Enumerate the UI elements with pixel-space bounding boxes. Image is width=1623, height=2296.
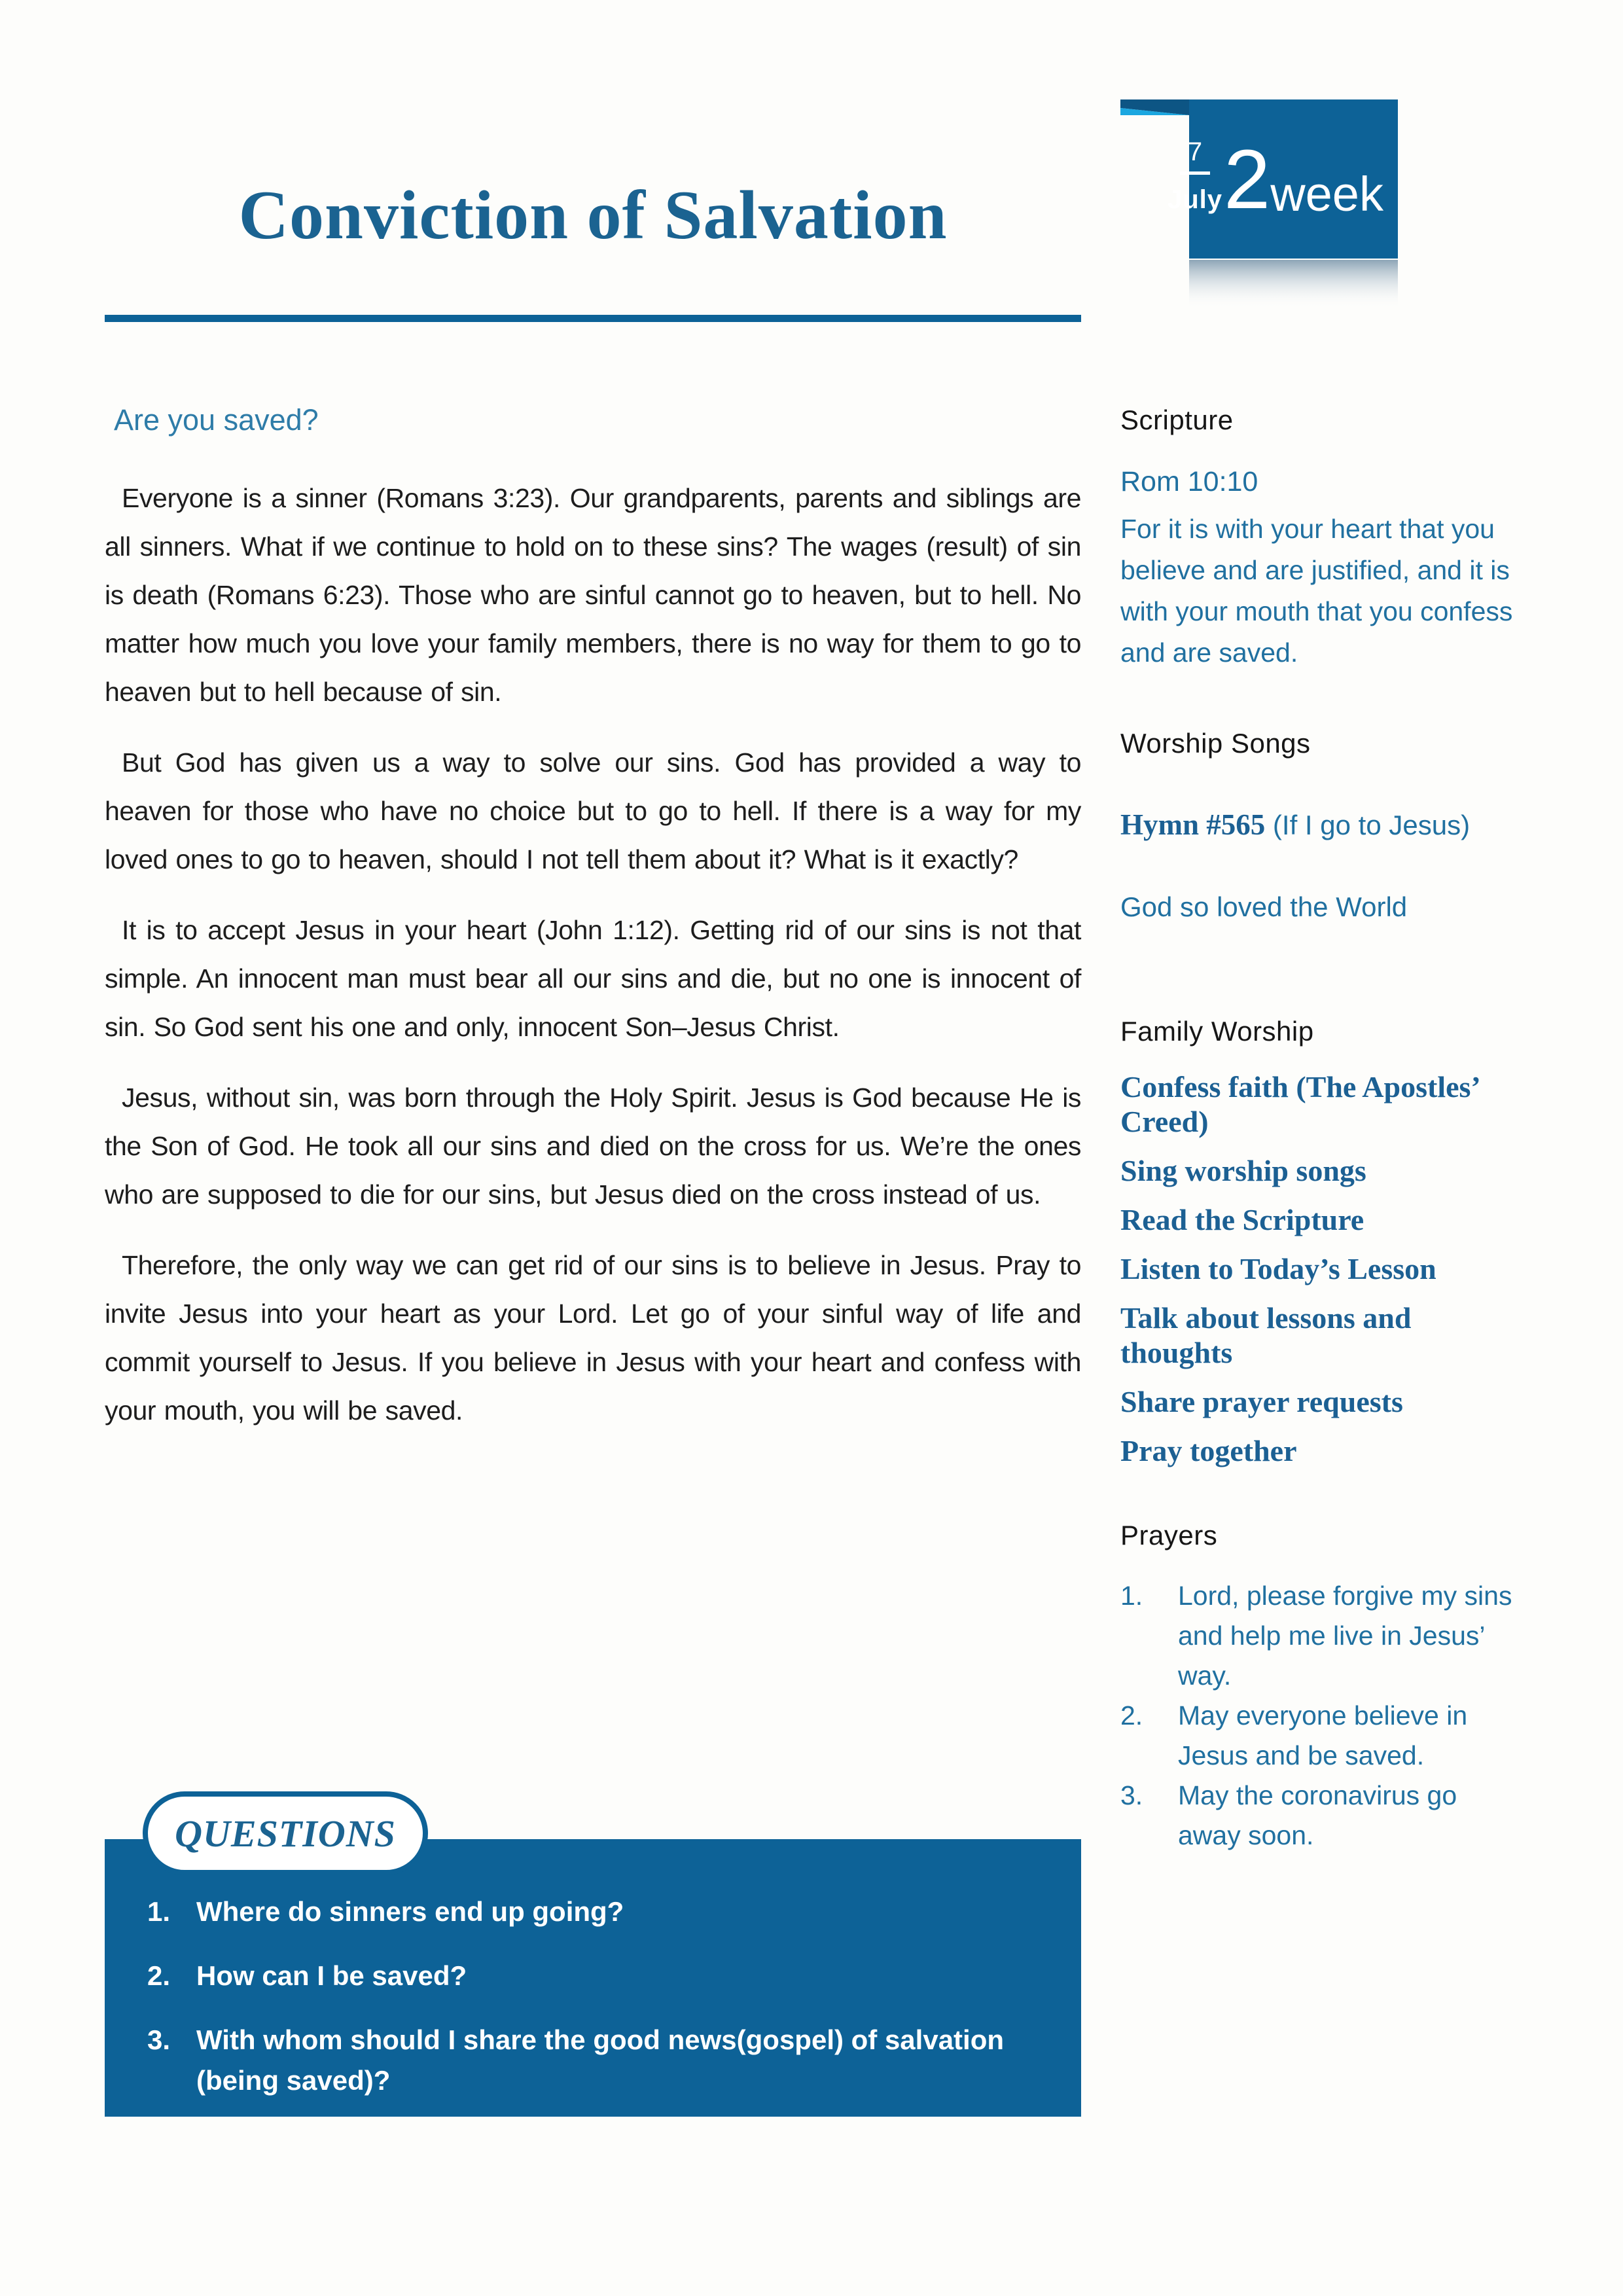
page-title: Conviction of Salvation [238,177,948,253]
family-worship-item-7: Pray together [1120,1434,1297,1467]
badge-week-label: week [1270,166,1383,221]
family-worship-item-5: Talk about lessons and thoughts [1120,1301,1412,1369]
prayers-heading: Prayers [1120,1520,1218,1551]
prayer-item-2 [1120,1696,1521,1776]
lesson-paragraph-1: Everyone is a sinner (Romans 3:23). Our grandparents, parents and siblings are all sinners. What if we continue to hold on to these sins? The wages (result) of sin is death (Romans 6:23). Those who are sinful cannot go to heaven, but to hell. No matter how much you love your family members, there is no way for them to go to heaven but to hell because of sin. [105,483,1081,707]
badge-week-number: 2 [1224,133,1271,227]
prayer-number: 3. [1120,1780,1143,1810]
hymn-title: (If I go to Jesus) [1265,810,1471,840]
scripture-verse: For it is with your heart that you believe and are justified, and it is with your mouth that you confess and are saved. [1120,514,1513,668]
question-number: 2. [147,1960,171,1991]
worship-song-hymn [1120,808,1521,842]
question-item-2 [147,1956,1045,1996]
questions-box [105,1839,1081,2117]
questions-label: QUESTIONS [175,1812,396,1855]
sidebar [1120,0,1521,2296]
worship-song-2: God so loved the World [1120,891,1408,922]
family-worship-item-3: Read the Scripture [1120,1203,1364,1236]
question-number: 3. [147,2024,171,2055]
title-divider [105,315,1081,322]
question-item-1 [147,1892,1045,1932]
lesson-heading: Are you saved? [114,403,319,437]
prayer-item-3 [1120,1776,1521,1856]
badge-month: July [1167,185,1223,214]
prayer-number: 2. [1120,1700,1143,1731]
lesson-paragraph-2: But God has given us a way to solve our sins. God has provided a way to heaven for those who have no choice but to go to hell. If there is a way for my loved ones to go to heaven, should I not tell them about it? What is it exactly? [105,747,1081,874]
scripture-heading: Scripture [1120,404,1234,435]
worship-songs-section [1120,728,1521,923]
family-worship-heading: Family Worship [1120,1016,1314,1047]
hymn-number: Hymn #565 [1120,808,1266,841]
prayer-item-1 [1120,1576,1521,1696]
question-text: Where do sinners end up going? [196,1896,624,1927]
lesson-paragraph-3: It is to accept Jesus in your heart (John 1:12). Getting rid of our sins is not that simple. An innocent man must bear all our sins and die, but no one is innocent of sin. So God sent his one and only, innocent Son–Jesus Christ. [105,915,1081,1042]
question-text: How can I be saved? [196,1960,467,1991]
prayer-text: May everyone believe in Jesus and be saved. [1178,1700,1468,1770]
prayer-number: 1. [1120,1581,1143,1611]
question-number: 1. [147,1896,171,1927]
lesson-body [105,403,1081,1457]
family-worship-item-6: Share prayer requests [1120,1385,1403,1418]
scripture-section [1120,404,1521,673]
worship-songs-heading: Worship Songs [1120,728,1311,759]
prayer-text: May the coronavirus go away soon. [1178,1780,1457,1850]
question-text: With whom should I share the good news(gospel) of salvation (being saved)? [196,2024,1005,2096]
family-worship-item-2: Sing worship songs [1120,1154,1366,1187]
family-worship-item-1: Confess faith (The Apostles’ Creed) [1120,1070,1479,1138]
badge-day-number: 7 [1180,139,1210,175]
prayer-text: Lord, please forgive my sins and help me live in Jesus’ way. [1178,1581,1512,1691]
lesson-paragraph-5: Therefore, the only way we can get rid of our sins is to believe in Jesus. Pray to invite Jesus into your heart as your Lord. Let go of your sinful way of life and commit yourself to Jesus. If you believe in Jesus with your heart and confess with your mouth, you will be saved. [105,1250,1081,1426]
family-worship-item-4: Listen to Today’s Lesson [1120,1252,1436,1285]
scripture-reference: Rom 10:10 [1120,466,1258,497]
lesson-paragraph-4: Jesus, without sin, was born through the Holy Spirit. Jesus is God because He is the Son of God. He took all our sins and died on the cross for us. We’re the ones who are supposed to die for our sins, but Jesus died on the cross instead of us. [105,1083,1081,1210]
prayers-section [1120,1520,1521,1856]
family-worship-section [1120,1016,1521,1468]
question-item-3 [147,2020,1045,2101]
questions-label-pill [143,1791,428,1875]
